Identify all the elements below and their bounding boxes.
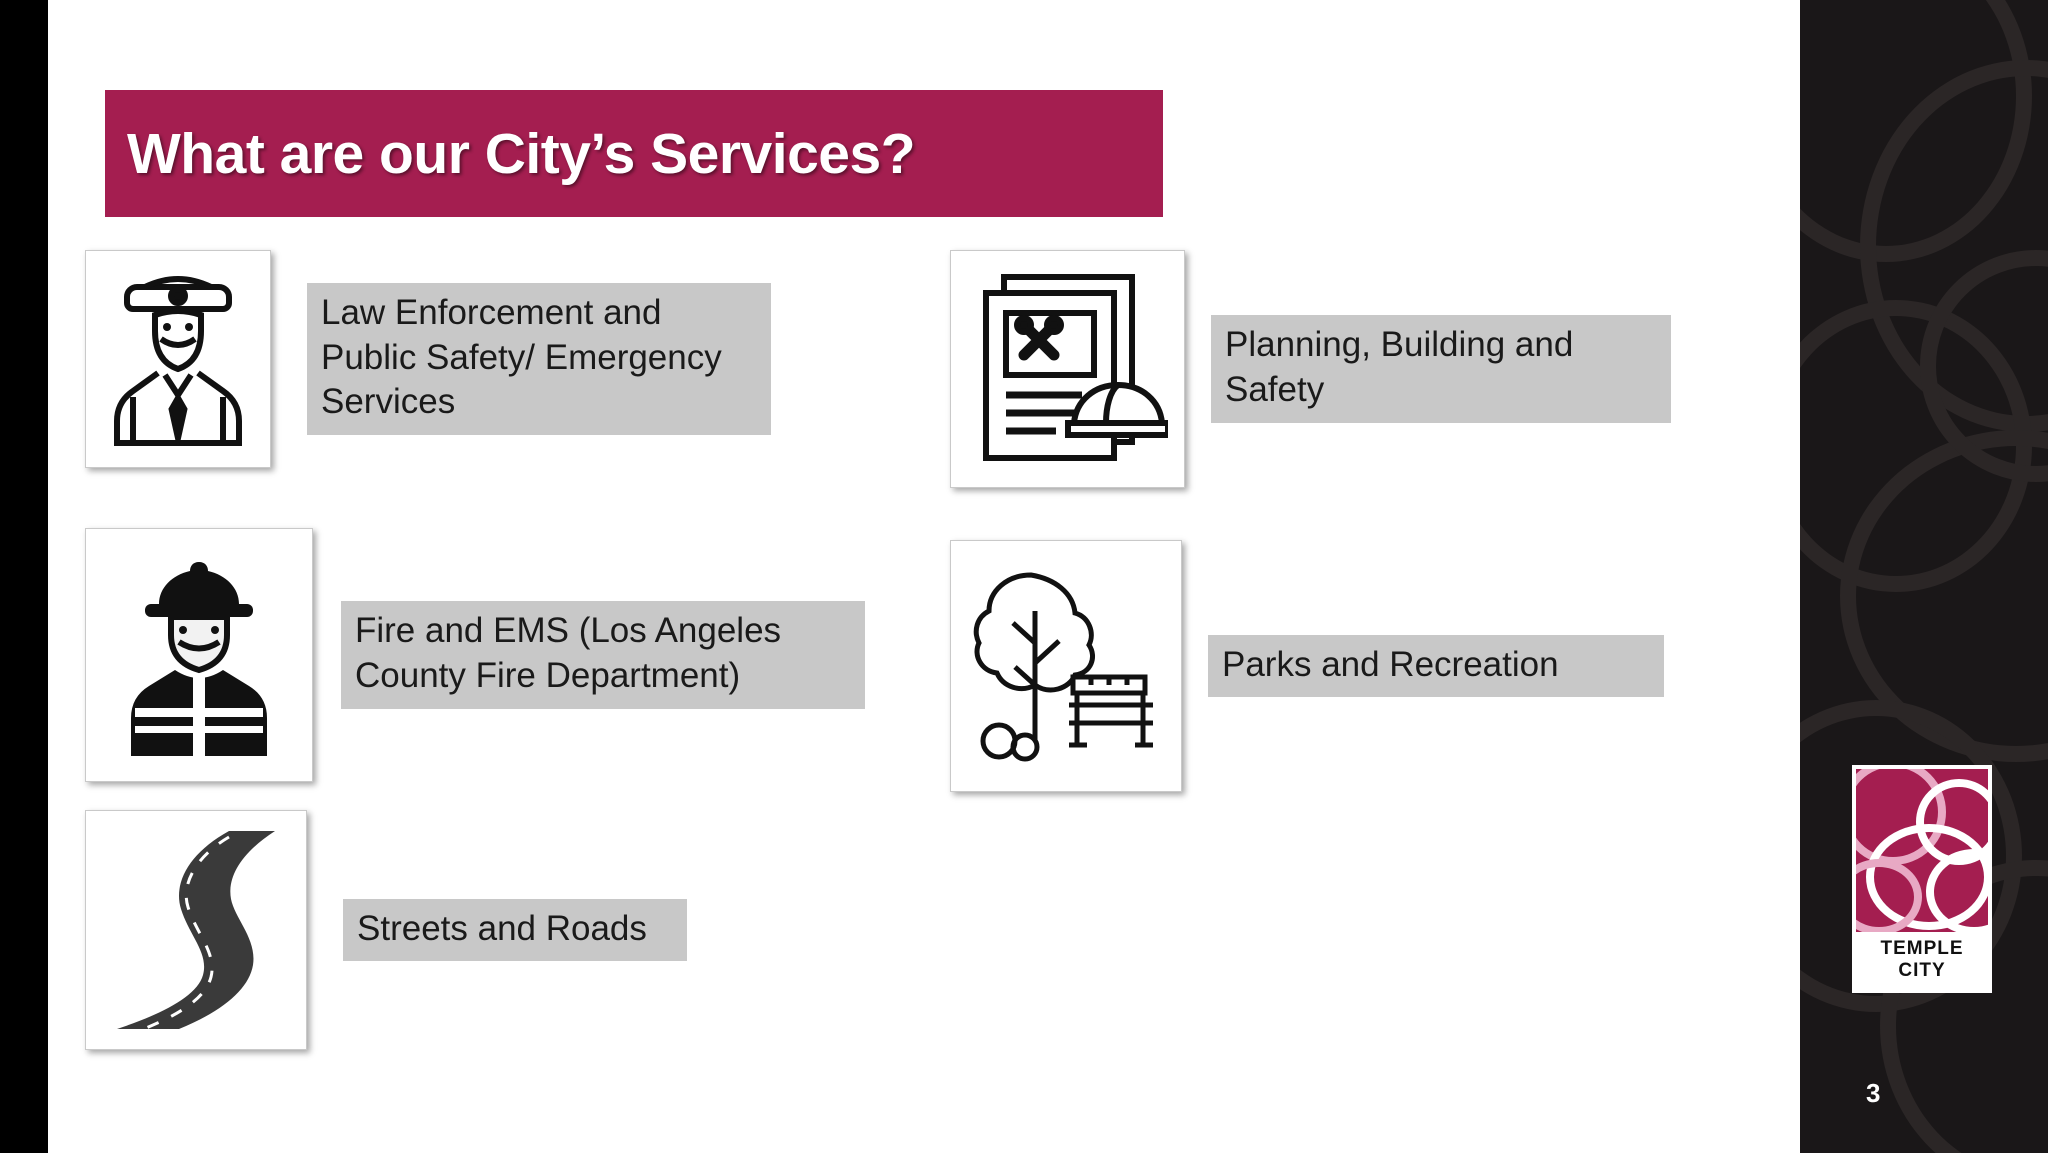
service-label-fire-ems: Fire and EMS (Los Angeles County Fire Department) <box>341 601 865 709</box>
service-label-streets-roads: Streets and Roads <box>343 899 687 962</box>
service-item-parks-recreation <box>950 540 1664 792</box>
blueprint-tools-hardhat-icon <box>950 250 1185 488</box>
logo-wordmark-line1: TEMPLE <box>1880 938 1964 960</box>
police-officer-icon <box>85 250 271 468</box>
service-item-planning-building-safety <box>950 250 1671 488</box>
firefighter-icon <box>85 528 313 782</box>
service-label-law-enforcement: Law Enforcement and Public Safety/ Emergency Services <box>307 283 771 435</box>
tree-and-bench-icon <box>950 540 1182 792</box>
service-item-streets-roads <box>85 810 687 1050</box>
winding-road-icon <box>85 810 307 1050</box>
temple-city-logo <box>1852 765 1992 993</box>
page-title: What are our City’s Services? <box>127 121 916 186</box>
service-item-law-enforcement <box>85 250 771 468</box>
service-label-parks-recreation: Parks and Recreation <box>1208 635 1664 698</box>
page-number: 3 <box>1866 1078 1881 1108</box>
title-banner <box>105 90 1163 217</box>
service-label-planning-building-safety: Planning, Building and Safety <box>1211 315 1671 423</box>
logo-wordmark-line2: CITY <box>1898 959 1946 981</box>
logo-rose-art <box>1856 769 1988 932</box>
service-item-fire-ems <box>85 528 865 782</box>
logo-wordmark <box>1856 932 1988 989</box>
